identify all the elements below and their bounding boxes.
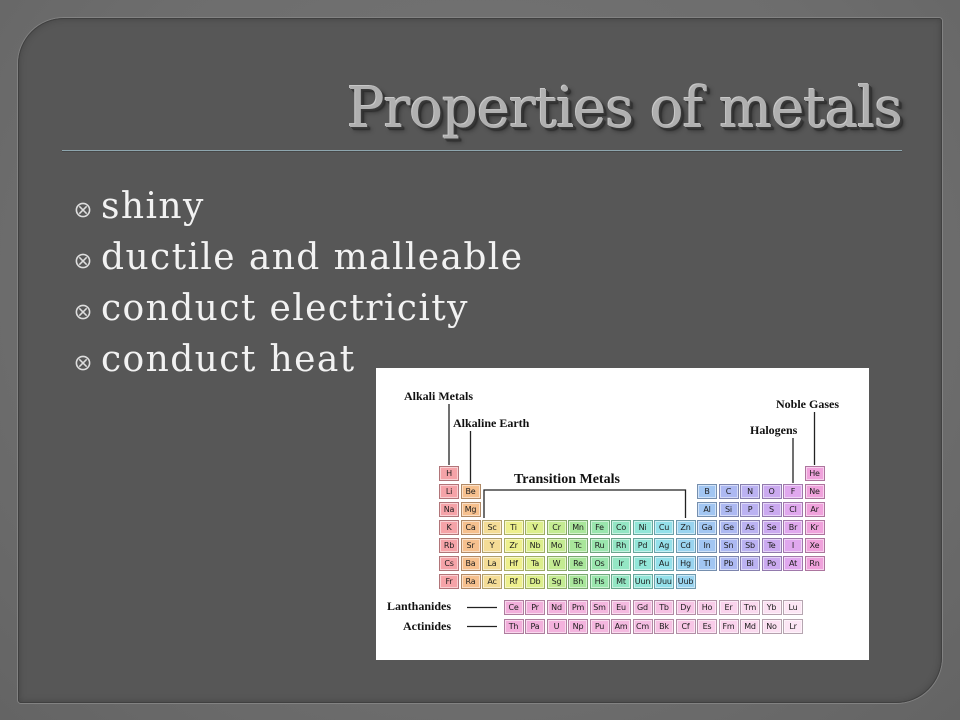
element-cell-la: La <box>482 556 502 571</box>
element-cell-no: No <box>762 619 782 634</box>
element-cell-sb: Sb <box>740 538 760 553</box>
element-cell-f: F <box>783 484 803 499</box>
element-cell-ar: Ar <box>805 502 825 517</box>
element-cell-yb: Yb <box>762 600 782 615</box>
element-cell-bi: Bi <box>740 556 760 571</box>
element-cell-pt: Pt <box>633 556 653 571</box>
element-cell-v: V <box>525 520 545 535</box>
element-cell-cu: Cu <box>654 520 674 535</box>
element-cell-hs: Hs <box>590 574 610 589</box>
element-cell-ra: Ra <box>461 574 481 589</box>
element-cell-be: Be <box>461 484 481 499</box>
element-cell-na: Na <box>439 502 459 517</box>
bullet-text: conduct electricity <box>101 288 469 329</box>
element-cell-k: K <box>439 520 459 535</box>
label-alkaline-earth: Alkaline Earth <box>453 416 530 430</box>
element-cell-eu: Eu <box>611 600 631 615</box>
element-cell-bk: Bk <box>654 619 674 634</box>
element-cell-pd: Pd <box>633 538 653 553</box>
element-cell-lu: Lu <box>783 600 803 615</box>
element-cell-in: In <box>697 538 717 553</box>
element-cell-sn: Sn <box>719 538 739 553</box>
element-cell-pb: Pb <box>719 556 739 571</box>
bullet-item <box>60 232 523 283</box>
element-cell-mn: Mn <box>568 520 588 535</box>
element-cell-er: Er <box>719 600 739 615</box>
element-cell-ni: Ni <box>633 520 653 535</box>
element-cell-bh: Bh <box>568 574 588 589</box>
element-cell-c: C <box>719 484 739 499</box>
element-cell-os: Os <box>590 556 610 571</box>
element-cell-db: Db <box>525 574 545 589</box>
element-cell-uuu: Uuu <box>654 574 674 589</box>
element-cell-kr: Kr <box>805 520 825 535</box>
element-cell-cl: Cl <box>783 502 803 517</box>
element-cell-ce: Ce <box>504 600 524 615</box>
element-cell-sm: Sm <box>590 600 610 615</box>
element-cell-as: As <box>740 520 760 535</box>
element-cell-te: Te <box>762 538 782 553</box>
element-cell-rh: Rh <box>611 538 631 553</box>
element-cell-xe: Xe <box>805 538 825 553</box>
element-cell-ca: Ca <box>461 520 481 535</box>
element-cell-he: He <box>805 466 825 481</box>
slide-title: Properties of metals <box>346 76 902 141</box>
element-cell-hg: Hg <box>676 556 696 571</box>
periodic-table-grid <box>376 368 869 660</box>
element-cell-sc: Sc <box>482 520 502 535</box>
element-cell-fr: Fr <box>439 574 459 589</box>
bullet-item <box>60 181 523 232</box>
element-cell-tc: Tc <box>568 538 588 553</box>
element-cell-mg: Mg <box>461 502 481 517</box>
element-cell-fe: Fe <box>590 520 610 535</box>
element-cell-n: N <box>740 484 760 499</box>
element-cell-cm: Cm <box>633 619 653 634</box>
element-cell-s: S <box>762 502 782 517</box>
element-cell-po: Po <box>762 556 782 571</box>
element-cell-cr: Cr <box>547 520 567 535</box>
element-cell-hf: Hf <box>504 556 524 571</box>
element-cell-ti: Ti <box>504 520 524 535</box>
element-cell-ba: Ba <box>461 556 481 571</box>
element-cell-ir: Ir <box>611 556 631 571</box>
element-cell-cd: Cd <box>676 538 696 553</box>
label-alkali-metals: Alkali Metals <box>404 389 473 403</box>
element-cell-rf: Rf <box>504 574 524 589</box>
periodic-table-figure <box>376 368 869 660</box>
element-cell-nb: Nb <box>525 538 545 553</box>
element-cell-ru: Ru <box>590 538 610 553</box>
element-cell-dy: Dy <box>676 600 696 615</box>
element-cell-rb: Rb <box>439 538 459 553</box>
bullet-text: ductile and malleable <box>101 237 524 278</box>
element-cell-br: Br <box>783 520 803 535</box>
element-cell-ho: Ho <box>697 600 717 615</box>
element-cell-ne: Ne <box>805 484 825 499</box>
element-cell-w: W <box>547 556 567 571</box>
element-cell-re: Re <box>568 556 588 571</box>
element-cell-zn: Zn <box>676 520 696 535</box>
element-cell-rn: Rn <box>805 556 825 571</box>
element-cell-ta: Ta <box>525 556 545 571</box>
element-cell-uub: Uub <box>676 574 696 589</box>
label-transition-metals: Transition Metals <box>514 472 620 487</box>
bullet-list <box>60 181 523 385</box>
element-cell-pu: Pu <box>590 619 610 634</box>
element-cell-y: Y <box>482 538 502 553</box>
element-cell-cf: Cf <box>676 619 696 634</box>
element-cell-co: Co <box>611 520 631 535</box>
element-cell-sg: Sg <box>547 574 567 589</box>
element-cell-ag: Ag <box>654 538 674 553</box>
circled-x-icon <box>75 253 91 269</box>
element-cell-tb: Tb <box>654 600 674 615</box>
element-cell-se: Se <box>762 520 782 535</box>
label-actinides: Actinides <box>403 619 451 633</box>
circled-x-icon <box>75 355 91 371</box>
circled-x-icon <box>75 202 91 218</box>
bullet-text: conduct heat <box>101 339 356 380</box>
element-cell-pm: Pm <box>568 600 588 615</box>
element-cell-md: Md <box>740 619 760 634</box>
element-cell-np: Np <box>568 619 588 634</box>
circled-x-icon <box>75 304 91 320</box>
element-cell-sr: Sr <box>461 538 481 553</box>
bullet-text: shiny <box>101 186 205 227</box>
element-cell-al: Al <box>697 502 717 517</box>
element-cell-ge: Ge <box>719 520 739 535</box>
element-cell-zr: Zr <box>504 538 524 553</box>
element-cell-uun: Uun <box>633 574 653 589</box>
element-cell-pa: Pa <box>525 619 545 634</box>
element-cell-gd: Gd <box>633 600 653 615</box>
element-cell-o: O <box>762 484 782 499</box>
element-cell-h: H <box>439 466 459 481</box>
element-cell-p: P <box>740 502 760 517</box>
element-cell-pr: Pr <box>525 600 545 615</box>
element-cell-ga: Ga <box>697 520 717 535</box>
element-cell-tl: Tl <box>697 556 717 571</box>
title-divider <box>62 150 902 151</box>
label-halogens: Halogens <box>750 423 798 437</box>
element-cell-nd: Nd <box>547 600 567 615</box>
element-cell-fm: Fm <box>719 619 739 634</box>
element-cell-i: I <box>783 538 803 553</box>
bullet-item <box>60 283 523 334</box>
element-cell-u: U <box>547 619 567 634</box>
element-cell-tm: Tm <box>740 600 760 615</box>
element-cell-lr: Lr <box>783 619 803 634</box>
label-lanthanides: Lanthanides <box>387 599 452 613</box>
element-cell-mt: Mt <box>611 574 631 589</box>
element-cell-si: Si <box>719 502 739 517</box>
label-noble-gases: Noble Gases <box>776 397 839 411</box>
element-cell-li: Li <box>439 484 459 499</box>
element-cell-b: B <box>697 484 717 499</box>
element-cell-th: Th <box>504 619 524 634</box>
element-cell-am: Am <box>611 619 631 634</box>
element-cell-at: At <box>783 556 803 571</box>
element-cell-au: Au <box>654 556 674 571</box>
element-cell-mo: Mo <box>547 538 567 553</box>
element-cell-ac: Ac <box>482 574 502 589</box>
element-cell-es: Es <box>697 619 717 634</box>
element-cell-cs: Cs <box>439 556 459 571</box>
